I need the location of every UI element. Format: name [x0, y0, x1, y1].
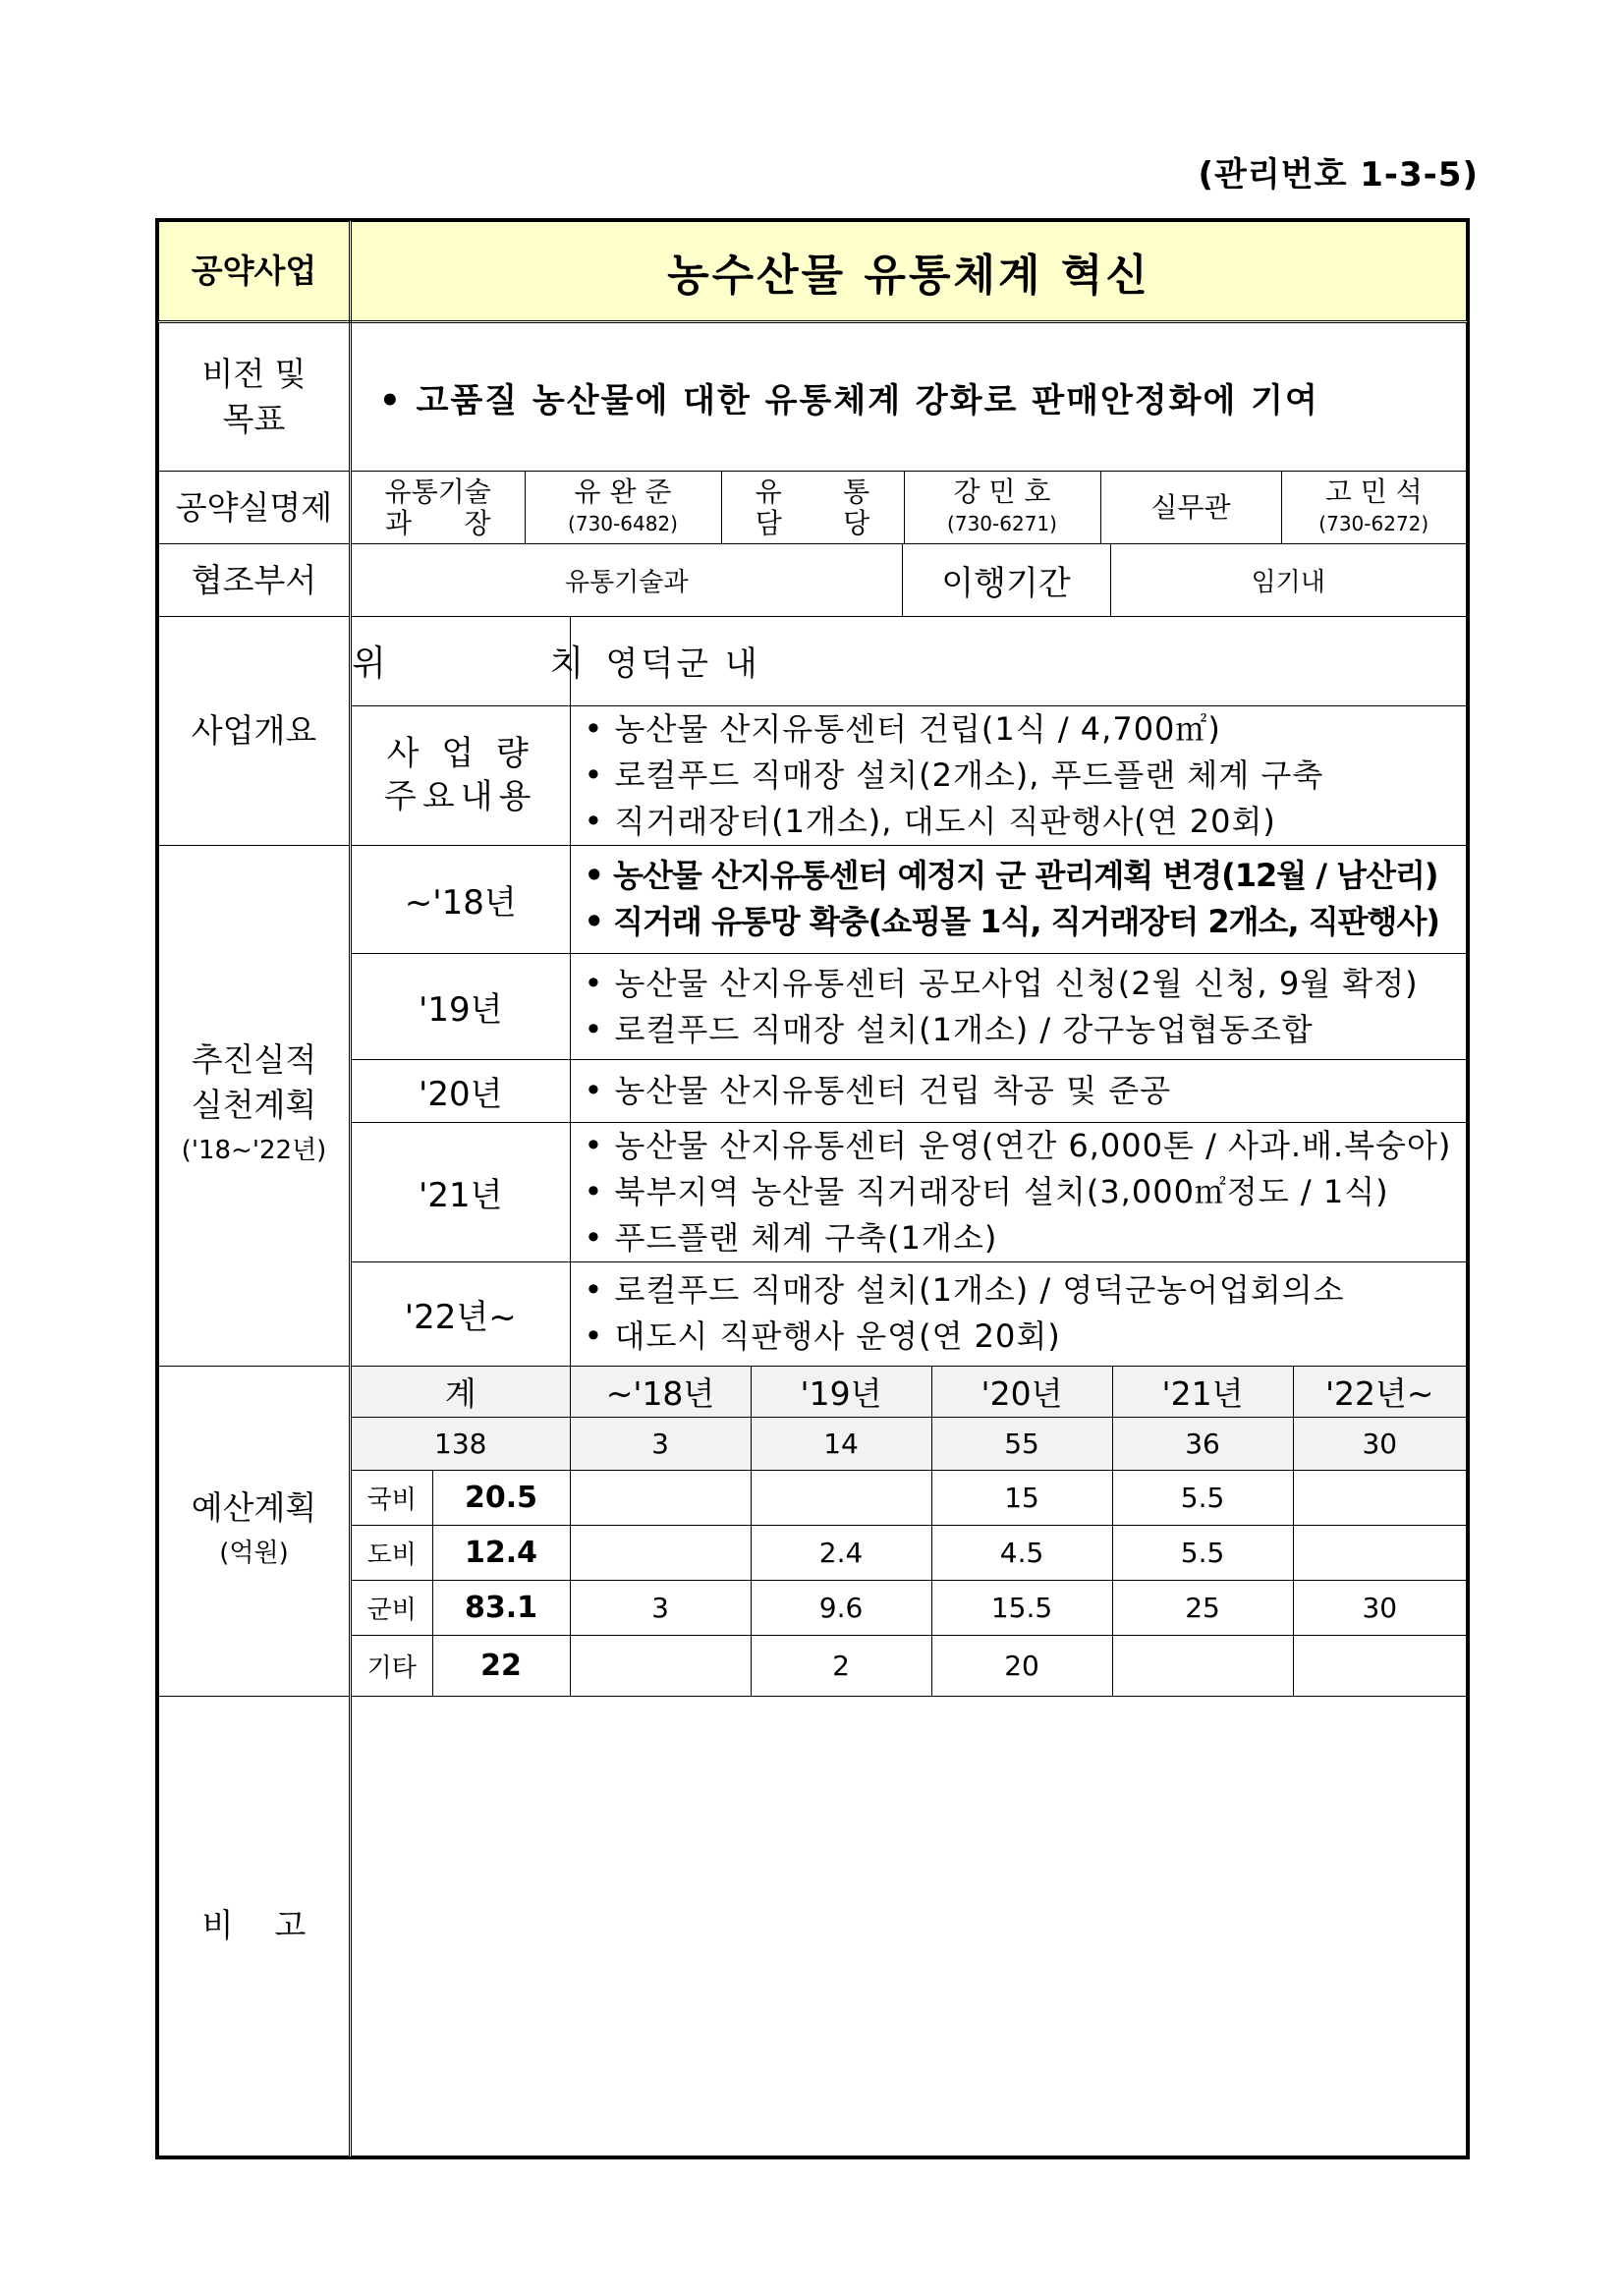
budget-total: 55 [931, 1418, 1112, 1471]
budget-table [352, 1367, 1466, 1696]
scope-label [352, 705, 570, 845]
budget-cell: 9.6 [751, 1581, 931, 1636]
budget-cell: 15 [931, 1471, 1112, 1526]
progress-items [570, 1060, 1466, 1123]
scope-item: • 로컬푸드 직매장 설치(2개소), 푸드플랜 체계 구축 [584, 756, 1324, 794]
resp-person-3 [1281, 472, 1466, 543]
progress-item: • 직거래 유통망 확충(쇼핑몰 1식, 직거래장터 2개소, 직판행사) [584, 903, 1440, 941]
budget-source-sum: 83.1 [432, 1581, 570, 1636]
remarks-label: 비 고 [159, 1696, 351, 2156]
vision-label [159, 322, 351, 472]
progress-items [570, 1262, 1466, 1366]
budget-total: 30 [1293, 1418, 1466, 1471]
project-title: 농수산물 유통체계 혁신 [351, 222, 1467, 322]
remarks-content [351, 1696, 1467, 2156]
budget-total: 138 [352, 1418, 570, 1471]
resp-position-3: 실무관 [1100, 472, 1281, 543]
budget-cell [570, 1636, 751, 1696]
project-label: 공약사업 [159, 222, 351, 322]
progress-table [352, 846, 1466, 1366]
budget-label-line2: (억원) [219, 1539, 289, 1568]
budget-cell [751, 1471, 931, 1526]
scope-label-line2: 주요내용 [384, 777, 537, 816]
period-value: 임기내 [1110, 544, 1466, 616]
progress-item: • 농산물 산지유통센터 예정지 군 관리계획 변경(12월 / 남산리) [584, 857, 1438, 895]
resp-position-2 [721, 472, 904, 543]
progress-item: • 농산물 산지유통센터 운영(연간 6,000톤 / 사과.배.복숭아) [584, 1127, 1452, 1164]
budget-cell: 4.5 [931, 1526, 1112, 1581]
resp-person-3-tel: (730-6272) [1318, 511, 1429, 535]
progress-year: '21년 [352, 1123, 570, 1262]
budget-cell: 5.5 [1112, 1471, 1293, 1526]
management-number: (관리번호 1-3-5) [1198, 155, 1479, 195]
scope-items [570, 705, 1466, 845]
table-row [352, 1581, 1466, 1636]
budget-cell [1293, 1636, 1466, 1696]
budget-source: 국비 [352, 1471, 432, 1526]
budget-source: 도비 [352, 1526, 432, 1581]
location-label: 위 치 [352, 617, 570, 705]
progress-year: ~'18년 [352, 846, 570, 954]
table-row [352, 1471, 1466, 1526]
progress-item: • 대도시 직판행사 운영(연 20회) [584, 1317, 1061, 1356]
resp-person-1-name: 유 완 준 [574, 475, 672, 508]
budget-label-line1: 예산계획 [191, 1488, 317, 1527]
budget-header: '21년 [1112, 1367, 1293, 1418]
progress-label-line3: ('18~'22년) [181, 1136, 327, 1165]
resp-person-2-tel: (730-6271) [947, 511, 1057, 535]
scope-item: • 농산물 산지유통센터 건립(1식 / 4,700㎡) [584, 709, 1221, 748]
budget-source-sum: 12.4 [432, 1526, 570, 1581]
progress-items [570, 846, 1466, 954]
responsible-label: 공약실명제 [159, 472, 351, 544]
resp-person-2-name: 강 민 호 [953, 475, 1051, 508]
progress-year: '20년 [352, 1060, 570, 1123]
budget-source: 기타 [352, 1636, 432, 1696]
table-row [352, 1526, 1466, 1581]
progress-items [570, 1123, 1466, 1262]
budget-cell: 2 [751, 1636, 931, 1696]
resp-person-3-name: 고 민 석 [1324, 475, 1423, 508]
budget-cell [570, 1471, 751, 1526]
location-value: 영덕군 내 [570, 617, 1466, 705]
budget-header: '19년 [751, 1367, 931, 1418]
budget-cell [1293, 1471, 1466, 1526]
budget-source: 군비 [352, 1581, 432, 1636]
budget-cell: 25 [1112, 1581, 1293, 1636]
resp-position-2-line1: 유 통 [755, 475, 870, 508]
progress-label-line2: 실천계획 [191, 1086, 317, 1124]
budget-header: ~'18년 [570, 1367, 751, 1418]
budget-source-sum: 20.5 [432, 1471, 570, 1526]
overview-table [352, 617, 1466, 845]
progress-item: • 로컬푸드 직매장 설치(1개소) / 영덕군농어업회의소 [584, 1271, 1345, 1310]
pledge-sheet [155, 218, 1470, 2159]
resp-person-2 [904, 472, 1100, 543]
progress-item: • 북부지역 농산물 직거래장터 설치(3,000㎡정도 / 1식) [584, 1173, 1389, 1210]
coop-label: 협조부서 [159, 544, 351, 617]
progress-item: • 농산물 산지유통센터 공모사업 신청(2월 신청, 9월 확정) [584, 964, 1419, 1002]
table-row [352, 1636, 1466, 1696]
budget-cell: 2.4 [751, 1526, 931, 1581]
budget-total: 36 [1112, 1418, 1293, 1471]
budget-cell: 5.5 [1112, 1526, 1293, 1581]
budget-cell: 30 [1293, 1581, 1466, 1636]
scope-item: • 직거래장터(1개소), 대도시 직판행사(연 20회) [584, 802, 1276, 840]
progress-item: • 농산물 산지유통센터 건립 착공 및 준공 [584, 1072, 1171, 1109]
progress-item: • 로컬푸드 직매장 설치(1개소) / 강구농업협동조합 [584, 1010, 1314, 1048]
resp-position-1-line2: 과 장 [385, 506, 491, 539]
budget-label [159, 1366, 351, 1696]
responsible-table [352, 472, 1466, 543]
vision-text: • 고품질 농산물에 대한 유통체계 강화로 판매안정화에 기여 [351, 322, 1467, 472]
overview-label: 사업개요 [159, 617, 351, 846]
budget-cell [1293, 1526, 1466, 1581]
progress-label [159, 845, 351, 1366]
vision-label-line1: 비전 및 [201, 355, 307, 393]
coop-table [352, 544, 1466, 616]
budget-cell: 15.5 [931, 1581, 1112, 1636]
budget-header: '22년~ [1293, 1367, 1466, 1418]
budget-cell: 3 [570, 1581, 751, 1636]
progress-year: '19년 [352, 954, 570, 1060]
budget-total: 14 [751, 1418, 931, 1471]
progress-item: • 푸드플랜 체계 구축(1개소) [584, 1219, 998, 1257]
budget-total: 3 [570, 1418, 751, 1471]
budget-cell [570, 1526, 751, 1581]
progress-items [570, 954, 1466, 1060]
budget-source-sum: 22 [432, 1636, 570, 1696]
budget-header: '20년 [931, 1367, 1112, 1418]
resp-position-1 [352, 472, 525, 543]
pledge-table [158, 221, 1467, 2156]
resp-person-1 [525, 472, 721, 543]
scope-label-line1: 사 업 량 [386, 734, 534, 773]
budget-cell: 20 [931, 1636, 1112, 1696]
progress-year: '22년~ [352, 1262, 570, 1366]
coop-dept: 유통기술과 [352, 544, 902, 616]
budget-cell [1112, 1636, 1293, 1696]
resp-position-1-line1: 유통기술 [384, 475, 491, 508]
progress-label-line1: 추진실적 [191, 1040, 317, 1079]
vision-label-line2: 목표 [222, 400, 286, 438]
budget-header: 계 [352, 1367, 570, 1418]
resp-position-2-line2: 담 당 [755, 506, 870, 539]
resp-person-1-tel: (730-6482) [568, 511, 678, 535]
period-label: 이행기간 [902, 544, 1110, 616]
